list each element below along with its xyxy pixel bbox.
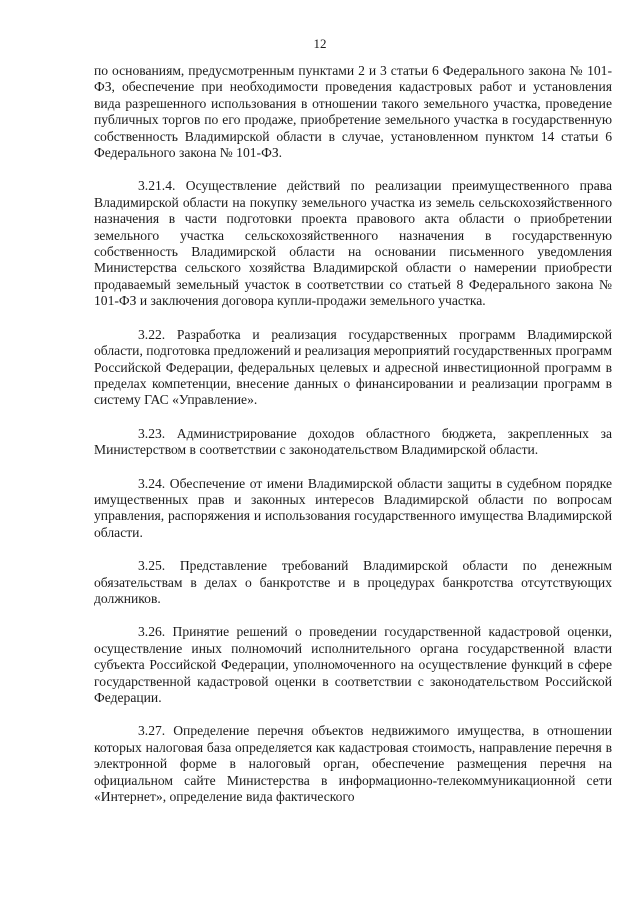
document-body — [94, 63, 612, 805]
page-number: 12 — [313, 36, 327, 51]
paragraph-continuation: по основаниям, предусмотренным пунктами 2 и 3 статьи 6 Федерального закона № 101-ФЗ, обеспечение при необходимости проведения кадастровых работ и установления вида разрешенного использования в отношении такого земельного участка, проведение публичных торгов по его продаже, приобретение земельного участка в государственную собственность Владимирской области в случае, установленном пунктом 14 статьи 6 Федерального закона № 101-ФЗ. — [94, 63, 612, 161]
paragraph-3-26: 3.26. Принятие решений о проведении государственной кадастровой оценки, осуществление иных полномочий исполнительного органа государственной власти субъекта Российской Федерации, уполномоченного на осуществление функций в сфере государственной кадастровой оценки в соответствии с законодательством Российской Федерации. — [94, 624, 612, 705]
paragraph-3-22: 3.22. Разработка и реализация государственных программ Владимирской области, подготовка предложений и реализация мероприятий государственных программ Российской Федерации, федеральных целевых и адресной инвестиционной программ в пределах компетенции, внесение данных о финансировании и реализации программ в систему ГАС «Управление». — [94, 326, 612, 408]
paragraph-3-23: 3.23. Администрирование доходов областного бюджета, закрепленных за Министерством в соответствии с законодательством Владимирской области. — [94, 425, 612, 458]
paragraph-3-24: 3.24. Обеспечение от имени Владимирской области защиты в судебном порядке имущественных прав и законных интересов Владимирской области по вопросам управления, распоряжения и использования государственного имущества Владимирской области. — [94, 475, 612, 540]
paragraph-3-21-4: 3.21.4. Осуществление действий по реализации преимущественного права Владимирской области на покупку земельного участка из земель сельскохозяйственного назначения в части подготовки проекта правового акта области о приобретении земельного участка сельскохозяйственного назначения в государственную собственность Владимирской области на основании письменного уведомления Министерства сельского хозяйства Владимирской области о намерении приобрести продаваемый земельный участок в соответствии со статьей 8 Федерального закона № 101-ФЗ и заключения договора купли-продажи земельного участка. — [94, 178, 612, 309]
paragraph-3-25: 3.25. Представление требований Владимирской области по денежным обязательствам в делах о банкротстве и в процедурах банкротства отсутствующих должников. — [94, 558, 612, 606]
paragraph-3-27: 3.27. Определение перечня объектов недвижимого имущества, в отношении которых налоговая база определяется как кадастровая стоимость, направление перечня в электронной форме в налоговый орган, обеспечение размещения перечня на официальном сайте Министерства в информационно-телекоммуникационной сети «Интернет», определение вида фактического — [94, 723, 612, 805]
